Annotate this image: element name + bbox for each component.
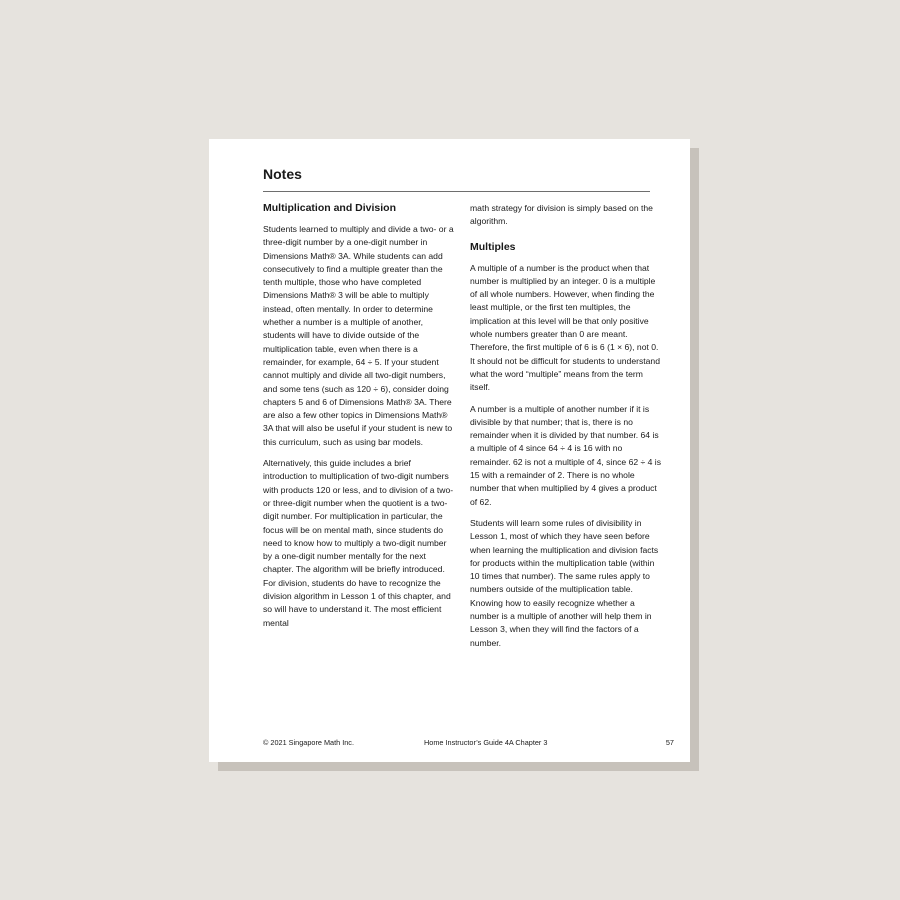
- footer-page-number: 57: [665, 738, 674, 747]
- section-heading-multiplication-division: Multiplication and Division: [263, 202, 397, 214]
- title-divider: [263, 191, 650, 192]
- paragraph-continuation: math strategy for division is simply based on the algorithm.: [470, 203, 653, 227]
- footer-guide-title: Home Instructor’s Guide 4A Chapter 3: [424, 738, 548, 747]
- document-page: [209, 139, 690, 762]
- section-heading-multiples: Multiples: [470, 240, 516, 253]
- paragraph: Students will learn some rules of divisibility in Lesson 1, most of which they have seen before when learning the multiplication and division facts for products within the multiplication table (within 10 times that number). The same rules apply to numbers outside of the multiplication table. Knowing how to easily recognize whether a number is a multiple of another will help them in Lesson 3, when they will find the factors of a number.: [470, 517, 659, 648]
- paragraph: Students learned to multiply and divide a two- or a three-digit number by a one-digit number in Dimensions Math® 3A. While students can add consecutively to find a multiple greater than the tenth multiple, those who have completed Dimensions Math® 3 will be able to multiply instead, often mentally. In order to determine whether a number is a multiple of another, students will have to divide outside of the multiplication table, even when there is a remainder, for example, 64 ÷ 5. If your student cannot multiply and divide all two-digit numbers, and some tens (such as 120 ÷ 6), consider doing chapters 5 and 6 of Dimensions Math® 3A. There are also a few other topics in Dimensions Math® 3A that will also be useful if your student is new to this curriculum, such as using bar models.: [263, 224, 454, 447]
- paragraph: A number is a multiple of another number if it is divisible by that number; that is, there is no remainder when it is divided by that number. 64 is a multiple of 4 since 64 ÷ 4 is 16 with no remainder. 62 is not a multiple of 4, since 62 ÷ 4 is 15 with a remainder of 2. There is no whole number that when multiplied by 4 gives a product of 62.: [470, 403, 662, 507]
- left-column: [263, 202, 455, 638]
- paragraph: A multiple of a number is the product when that number is multiplied by an integer. 0 is a multiple of all whole numbers. However, when finding the least multiple, or the first ten multiples, the implication at this level will be that only positive whole numbers greater than 0 are meant. Therefore, the first multiple of 6 is 6 (1 × 6), not 0. It should not be difficult for students to understand what the word “multiple” means from the term itself.: [470, 262, 660, 393]
- footer-copyright: © 2021 Singapore Math Inc.: [263, 738, 354, 747]
- page-title: Notes: [263, 166, 302, 182]
- right-column: [470, 202, 662, 658]
- paragraph: Alternatively, this guide includes a brief introduction to multiplication of two-digit numbers with products 120 or less, and to division of a two- or three-digit number when the quotient is a two-digit number. For multiplication in particular, the focus will be on mental math, since students do need to know how to multiply a two-digit number by a one-digit number mentally for the next chapter. The algorithm will be briefly introduced. For division, students do have to recognize the division algorithm in Lesson 1 of this chapter, and so will have to understand it. The most efficient mental: [263, 458, 454, 628]
